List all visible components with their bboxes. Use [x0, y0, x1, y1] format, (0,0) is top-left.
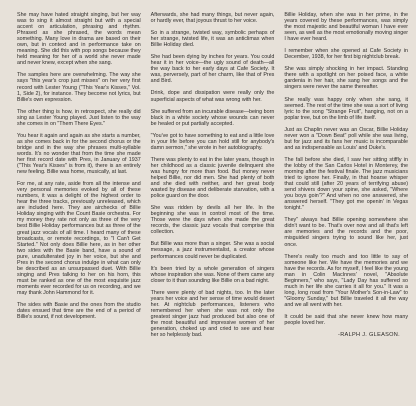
paragraph: She had been dying by inches for years. You could hear it in her voice—the ugly sound of death—all the way back to her early days at Cafe Society. It was, perversely, part of her charm, like that of Pres and Bird. — [150, 54, 275, 85]
paragraph: It could be said that she never knew how many people loved her. — [284, 313, 409, 327]
text-column-2 — [151, 12, 275, 400]
paragraph: Drink, dope and dissipation were really only the superficial aspects of what was wrong with her. — [150, 90, 275, 103]
paragraph: She really was happy only when she sang, it seemed. The rest of the time she was a sort of living lyric to the song "Strange Fruit", hanging, not on a poplar tree, but on the limb of life itself. — [284, 96, 409, 121]
paragraph: Just as Chaplin never was an Oscar, Billie Holiday never won a "Down Beat" poll while she was living, but for jazz and its fans her music is incomparable and as indispensable as Louis' and Duke's. — [284, 126, 409, 151]
paragraph: There was plenty to eat in the later years, though in her childhood as a classic juvenile delinquent she was hungry for more than food. But money never helped Billie, nor did men. She had plenty of both and she died with neither, and her great body wasted by disease and deliberate starvation, with a police guard on the door. — [150, 156, 275, 200]
paragraph: The other thing is how, in retrospect, she really did sing as Lester Young played. Just listen to the way she comes in on "Them There Eyes." — [17, 108, 141, 127]
paragraph: Afterwards, she had many things, but never again, or hardly ever, that joyous thrust to her voice. — [150, 12, 275, 25]
paragraph: I remember when she opened at Cafe Society in December, 1938, for her first big nightclub break. — [284, 48, 409, 61]
paragraph: There were plenty of bad nights, too. In the later years her voice and her sense of time would desert her. At nightclub performances, listeners who remembered her when she was not only the greatest singer jazz had produced but also one of the most beautiful and impressive women of her generation, choked up and cried to see and hear her so helplessly bad. — [150, 289, 275, 339]
paragraph: So in a strange, twisted way, symbolic perhaps of her strange, twisted life, it was an anticlimax when Billie Holiday died. — [150, 30, 275, 49]
paragraph: "You've got to have something to eat and a little love in your life before you can hold still for anybody's damn sermon," she wrote in her autobiography. — [150, 132, 275, 151]
paragraph: There's really too much and too little to say of someone like her. We have the memories and we have the records. As for myself, I feel like the young man in Colin MacInnes' novel, "Absolute Beginners," who says, "Lady Day has suffered so much in her life she carries it all for you." It was a long, long road from "Your Mother's Son-in-Law" to "Gloomy Sunday," but Billie traveled it all the way and we all went with her. — [284, 253, 409, 308]
text-column-3 — [284, 12, 408, 400]
paragraph: She was ridden by devils all her life. In the beginning she was in control most of the time. Those were the days when she made the great records, the classic jazz vocals that comprise this collection. — [150, 205, 275, 236]
paragraph: The samples here are overwhelming. The way she says "this year's crop just misses" on her very first record with Lester Young ("This Year's Kisses," Vol. 1, Side 2), for instance. They become not lyrics, but Billie's own expression. — [17, 72, 141, 103]
text-column-1 — [17, 12, 141, 400]
paragraph: You hear it again and again as she starts a number, as she comes back in for the second chorus or the bridge and in the way she phrases multi-syllable words. It's no wonder that from the time she made her first record date with Pres, in January of 1937 ("This Year's Kisses" is from it), there is an entirely new feeling. Billie was home, musically, at last. — [17, 132, 141, 176]
paragraph: The fall before she died, I saw her sitting stiffly in the lobby of the San Carlos Hotel in Monterey, the morning after the festival finale. The jazz musicians tried to ignore her. Finally, in that hoarse whisper that could still (after 20 years of terrifying abuse) send shivers down your spine, she asked, "Where you boys goin'?" And when no one answered, she answered herself. "They got me openin' in Vegas tonight." — [284, 156, 409, 212]
paragraph: The sides with Basie and the ones from the studio dates ensued that time are the end of a period of Billie's sound, if not development. — [17, 302, 141, 321]
paragraph: For me, at any rate, aside from all the intense and very personal memories evoked by all of these numbers, it was a delight of the highest order to hear the three tracks, previously unreleased, which are included here. They are airchecks of Billie Holiday singing with the Count Basie orchestra. For my money they rate not only as three of the very best Billie Holiday performances but as three of the great jazz vocals of all time. I heard many of these broadcasts, or remote recordings, to "I Can't Get Started." Not only does Billie here, as in her other two sides with the Basie band, have a sound of pure, unadulterated joy in her voice, but she and Pres in the second chorus indulge in what can only be described as an unsurpassed duet. With Billie singing and Pres talking to her on his horn, this must be ranked as one of the most exquisite jazz moments ever recorded for us on recording, and we may thank John Hammond for it. — [17, 181, 141, 296]
author-signature: -RALPH J. GLEASON. — [338, 332, 401, 339]
paragraph: She was simply shocking in her impact. Standing there with a spotlight on her poised face, a white gardenia in her hair, she sang her songs and the singers were never the same thereafter. — [284, 66, 409, 91]
paragraph: They" always had Billie opening somewhere she didn't want to be. That's over now and all that's left are memories and the records and the poor, misguided singers trying to sound like her, just once. — [284, 217, 409, 248]
paragraph: Billie Holiday, when she was in her prime, in the years covered by these performances, was simply the most majestic and beautiful woman I have ever seen, as well as the most emotionally moving singer I have ever heard. — [284, 12, 409, 43]
paragraph: She may have hated straight singing, but her way was to sing it almost straight but with a special accent on articulation, phrasing and rhythm. Phrased as she phrased, the words mean something. Many love in drama are based on their own, but in context and in performance take on meaning. She did this with pop songs because they held meaning for her of a world she never made and never knew, except when she sang. — [17, 12, 141, 67]
paragraph: She suffered from an incurable disease—being born black in a white society whose wounds can never be healed or put partially accepted. — [150, 108, 275, 127]
paragraph: It's been tried by a whole generation of singers whose inspiration she was. None of them came any closer to it than sounding like Billie on a bad night. — [150, 265, 275, 284]
paragraph: But Billie was more than a singer. She was a social message, a jazz instrumentalist, a creator whose performances could never be duplicated. — [150, 241, 275, 260]
